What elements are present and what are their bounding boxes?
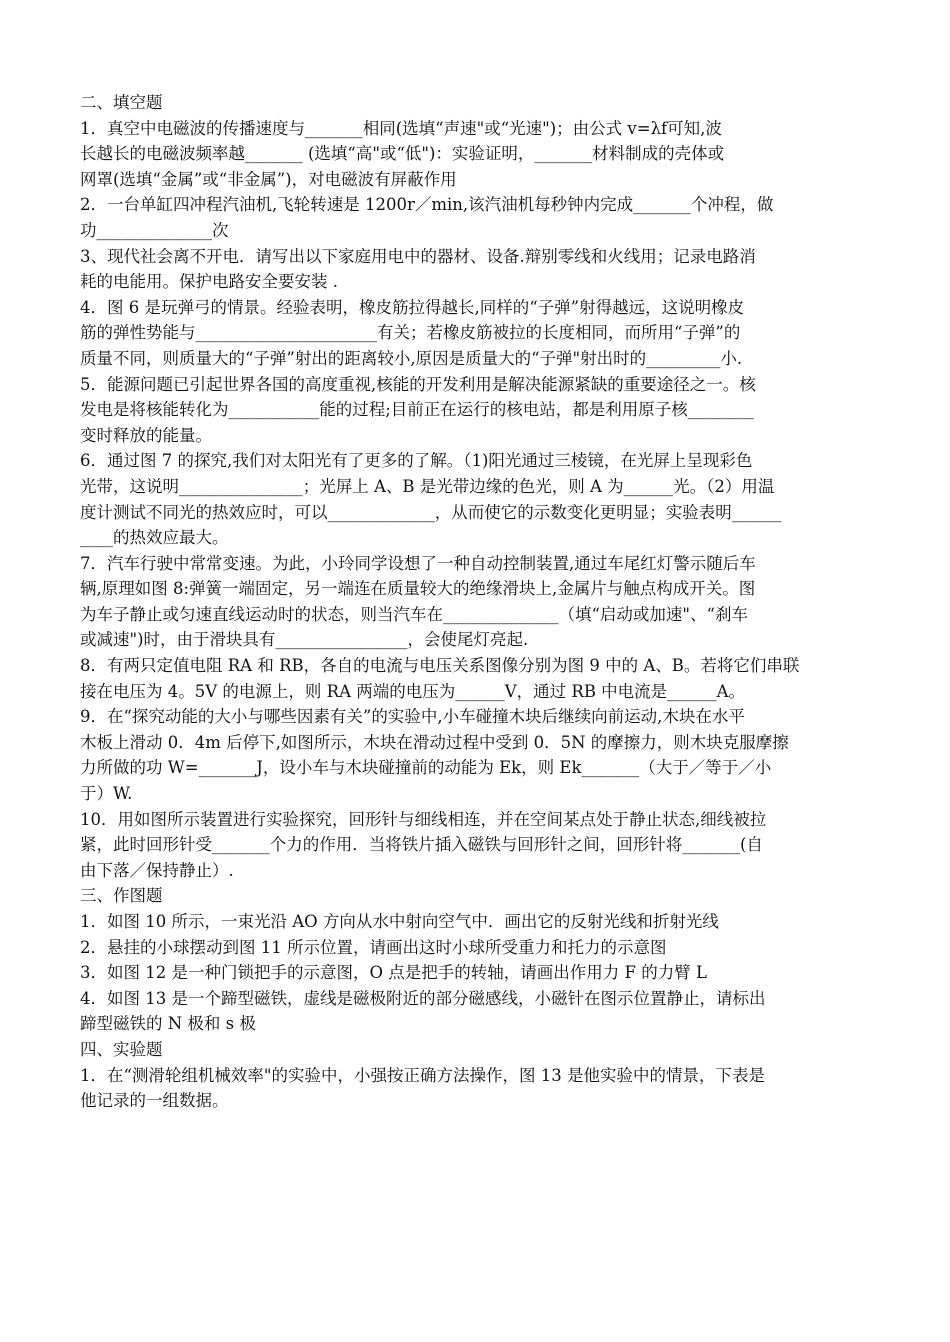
question-9-line-1: 9．在“探究动能的大小与哪些因素有关”的实验中,小车碰撞木块后继续向前运动,木块在水平	[80, 707, 745, 727]
question-7-line-4: 或减速")时，由于滑块具有________________，会使尾灯亮起.	[80, 630, 529, 650]
section-heading-experiment: 四、实验题	[80, 1039, 163, 1059]
question-3-line-2: 耗的电能用。保护电路安全要安装 .	[80, 272, 338, 292]
question-5-line-3: 变时释放的能量。	[80, 425, 212, 445]
document-page	[80, 90, 880, 1114]
question-10-line-3: 由下落／保持静止）.	[80, 860, 234, 880]
question-4-line-3: 质量不同，则质量大的“子弹”射出的距离较小,原因是质量大的“子弹"射出时的_________小.	[80, 348, 743, 368]
drawing-question-4-line-1: 4．如图 13 是一个蹄型磁铁，虚线是磁极附近的部分磁感线，小磁针在图示位置静止，请标出	[80, 988, 766, 1008]
question-9-line-3: 力所做的功 W=_______J，设小车与木块碰撞前的动能为 Ek，则 Ek_______（大于／等于／小	[80, 758, 772, 778]
question-8-line-2: 接在电压为 4。5V 的电源上，则 RA 两端的电压为______V，通过 RB 中电流是______A。	[80, 681, 746, 701]
section-heading-drawing: 三、作图题	[80, 886, 163, 906]
drawing-question-2: 2．悬挂的小球摆动到图 11 所示位置，请画出这时小球所受重力和托力的示意图	[80, 937, 667, 957]
question-2-line-2: 功______________次	[80, 220, 229, 240]
question-10-line-2: 紧，此时回形针受_______个力的作用．当将铁片插入磁铁与回形针之间，回形针将_______(自	[80, 835, 763, 855]
experiment-question-1-line-2: 他记录的一组数据。	[80, 1091, 229, 1111]
question-6-line-2: 光带，这说明_______________；光屏上 A、B 是光带边缘的色光，则 A 为______光。（2）用温	[80, 476, 775, 496]
drawing-question-3: 3．如图 12 是一种门锁把手的示意图，O 点是把手的转轴，请画出作用力 F 的力臂 L	[80, 963, 707, 983]
question-3-line-1: 3、现代社会离不开电．请写出以下家庭用电中的器材、设备.辩别零线和火线用；记录电路消	[80, 246, 756, 266]
question-6-line-3: 度计测试不同光的热效应时，可以_____________，从而使它的示数变化更明显；实验表明______	[80, 502, 782, 522]
question-9-line-2: 木板上滑动 0．4m 后停下,如图所示，木块在滑动过程中受到 0．5N 的摩擦力，则木块克服摩擦	[80, 732, 789, 752]
question-8-line-1: 8．有两只定值电阻 RA 和 RB，各自的电流与电压关系图像分别为图 9 中的 A、B。若将它们串联	[80, 656, 800, 676]
question-4-line-1: 4．图 6 是玩弹弓的情景。经验表明，橡皮筋拉得越长,同样的“子弹”射得越远，这说明橡皮	[80, 297, 745, 317]
question-7-line-2: 辆,原理如图 8:弹簧一端固定，另一端连在质量较大的绝缘滑块上,金属片与触点构成开关。图	[80, 579, 756, 599]
question-5-line-1: 5．能源问题已引起世界各国的高度重视,核能的开发利用是解决能源紧缺的重要途径之一。核	[80, 374, 756, 394]
question-6-line-4: ____的热效应最大。	[80, 528, 229, 548]
experiment-question-1-line-1: 1．在“测滑轮组机械效率"的实验中，小强按正确方法操作，图 13 是他实验中的情景，下表是	[80, 1065, 766, 1085]
question-1-line-2: 长越长的电磁波频率越_______ (选填“高"或“低")：实验证明，_______材料制成的壳体或	[80, 144, 725, 164]
question-6-line-1: 6．通过图 7 的探究,我们对太阳光有了更多的了解。（1)阳光通过三棱镜，在光屏上呈现彩色	[80, 451, 753, 471]
drawing-question-4-line-2: 蹄型磁铁的 N 极和 s 极	[80, 1014, 256, 1034]
question-9-line-4: 于）W.	[80, 784, 133, 804]
drawing-question-1: 1．如图 10 所示，一束光沿 AO 方向从水中射向空气中．画出它的反射光线和折射光线	[80, 912, 719, 931]
question-7-line-1: 7．汽车行驶中常常变速。为此，小玲同学设想了一种自动控制装置,通过车尾红灯警示随后车	[80, 553, 756, 573]
question-1-line-1: 1．真空中电磁波的传播速度与_______相同(选填“声速"或“光速")；由公式 v=λf可知,波	[80, 118, 722, 138]
question-4-line-2: 筋的弹性势能与______________________有关；若橡皮筋被拉的长度相同，而所用“子弹”的	[80, 323, 741, 343]
question-2-line-1: 2．一台单缸四冲程汽油机,飞轮转速是 1200r／min,该汽油机每秒钟内完成_______个冲程，做	[80, 195, 774, 215]
question-5-line-2: 发电是将核能转化为___________能的过程;目前正在运行的核电站，都是利用原子核________	[80, 400, 754, 420]
question-1-line-3: 网罩(选填“金属”或“非金属”)，对电磁波有屏蔽作用	[80, 169, 457, 189]
section-heading-fill-in: 二、填空题	[80, 93, 163, 112]
question-10-line-1: 10．用如图所示装置进行实验探究，回形针与细线相连，并在空间某点处于静止状态,细线被拉	[80, 809, 767, 829]
question-7-line-3: 为车子静止或匀速直线运动时的状态，则当汽车在______________（填“启动或加速"、“刹车	[80, 604, 748, 624]
